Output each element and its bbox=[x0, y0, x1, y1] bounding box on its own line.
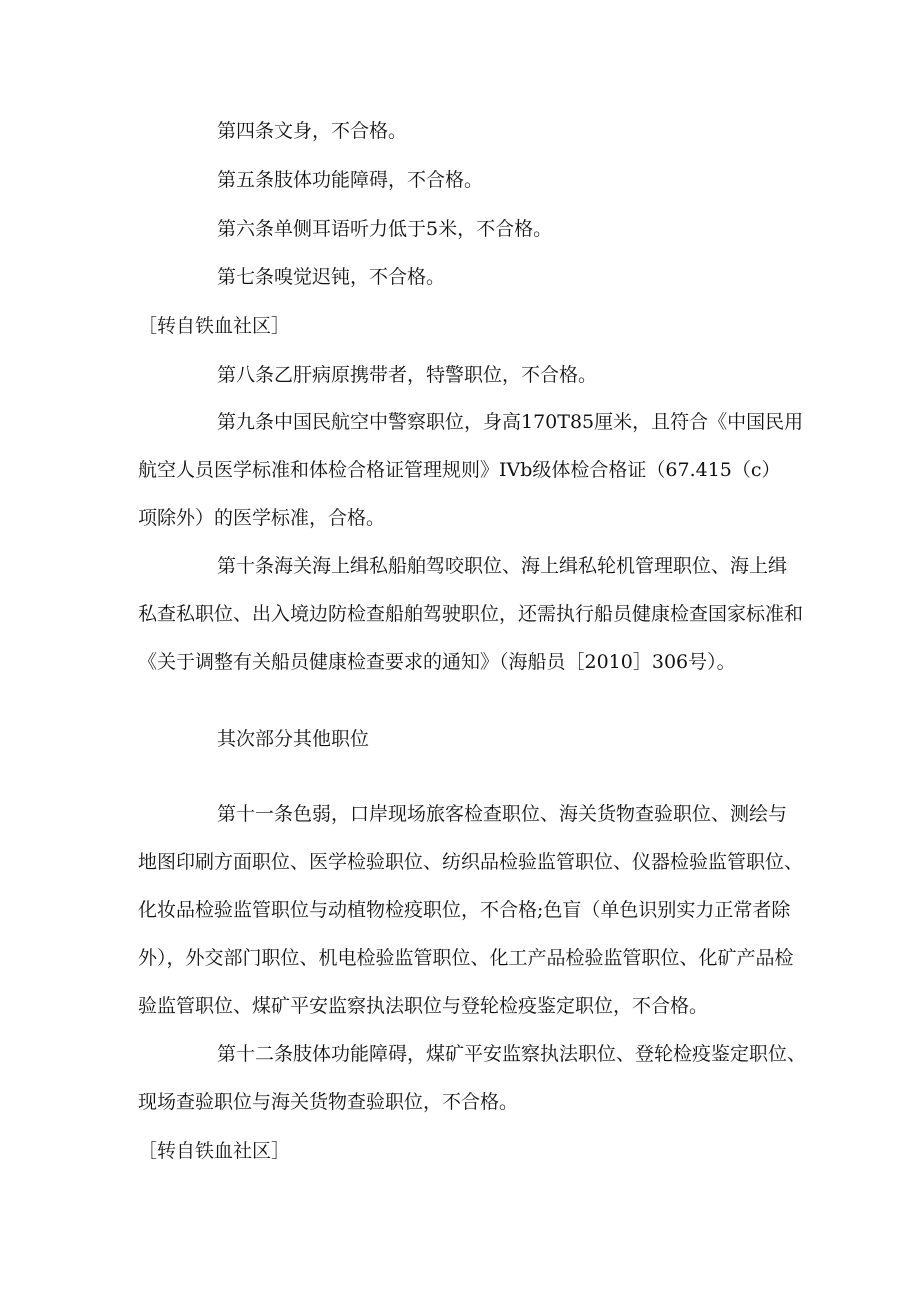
article-11-line-5: 验监管职位、煤矿平安监察执法职位与登轮检疫鉴定职位，不合格。 bbox=[138, 995, 709, 1017]
article-11-line-3: 化妆品检验监管职位与动植物检疫职位，不合格;色盲（单色识别实力正常者除 bbox=[138, 899, 791, 921]
source-note: ［转自铁血社区］ bbox=[138, 315, 291, 337]
article-9-line-3: 项除外）的医学标准，合格。 bbox=[138, 507, 386, 529]
article-11-line-1: 第十一条色弱，口岸现场旅客检查职位、海关货物查验职位、测绘与 bbox=[217, 803, 788, 825]
article-6-text: 第六条单侧耳语听力低于5米，不合格。 bbox=[217, 218, 553, 240]
article-5-text: 第五条肢体功能障碍，不合格。 bbox=[217, 169, 484, 191]
article-9-line-2: 航空人员医学标准和体检合格证管理规则》IVb级体检合格证（67.415（c） bbox=[138, 459, 781, 481]
article-9-line-1: 第九条中国民航空中警察职位，身高170T85厘米，且符合《中国民用 bbox=[217, 411, 804, 433]
article-10-line-2: 私查私职位、出入境边防检查船舶驾驶职位，还需执行船员健康检查国家标准和 bbox=[138, 603, 804, 625]
article-12-line-1: 第十二条肢体功能障碍，煤矿平安监察执法职位、登轮检疫鉴定职位、 bbox=[217, 1043, 807, 1065]
article-4-text: 第四条文身，不合格。 bbox=[217, 120, 408, 142]
article-11-line-2: 地图印刷方面职位、医学检验职位、纺织品检验监管职位、仪器检验监管职位、 bbox=[138, 851, 804, 873]
article-10-line-1: 第十条海关海上缉私船舶驾咬职位、海上缉私轮机管理职位、海上缉 bbox=[217, 555, 788, 577]
section-heading: 其次部分其他职位 bbox=[217, 728, 370, 750]
source-note-2: ［转自铁血社区］ bbox=[138, 1140, 291, 1162]
article-8-text: 第八条乙肝病原携带者，特警职位，不合格。 bbox=[217, 364, 598, 386]
article-11-line-4: 外），外交部门职位、机电检验监管职位、化工产品检验监管职位、化矿产品检 bbox=[138, 947, 794, 969]
article-7-text: 第七条嗅觉迟钝，不合格。 bbox=[217, 266, 446, 288]
article-10-line-3: 《关于调整有关船员健康检查要求的通知》（海船员［2010］306号）。 bbox=[138, 651, 736, 673]
article-12-line-2: 现场查验职位与海关货物查验职位，不合格。 bbox=[138, 1091, 519, 1113]
